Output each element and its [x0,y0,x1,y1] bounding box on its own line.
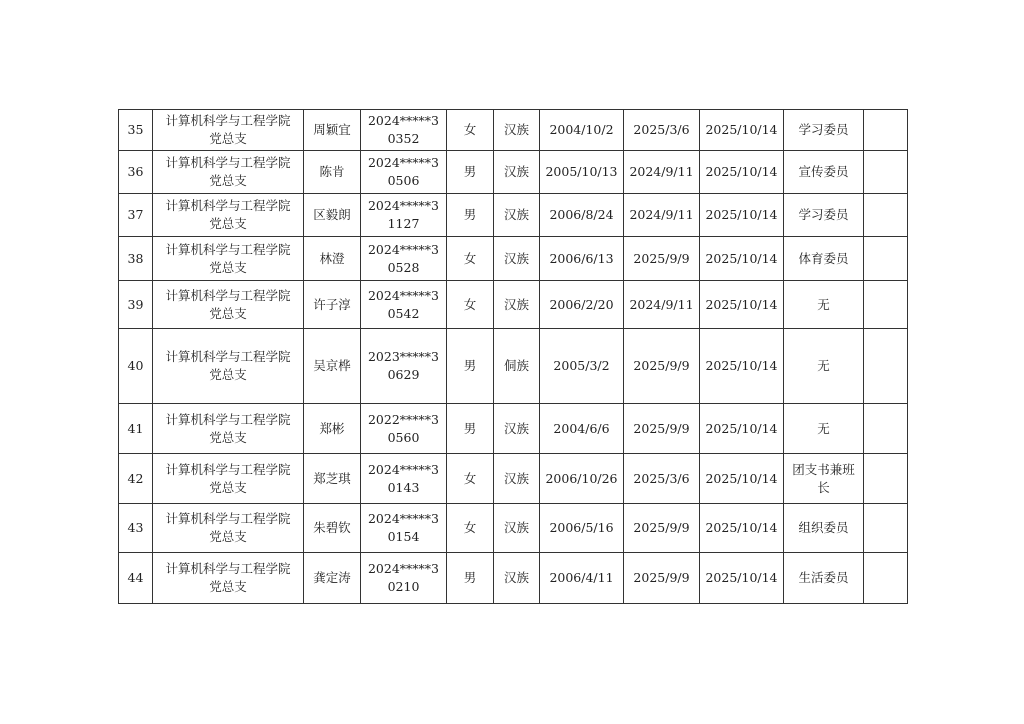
roster-body [119,110,908,604]
student-id [361,504,447,553]
unit-name-line: 计算机科学与工程学院 [165,561,291,576]
birth-date: 2005/10/13 [540,151,624,194]
unit-name [153,110,304,151]
note-cell [864,110,908,151]
table-row [119,553,908,604]
student-id-line: 2024*****3 [367,113,439,128]
class-role [784,237,864,281]
student-id [361,404,447,454]
date-col-1: 2025/9/9 [624,504,700,553]
student-id [361,194,447,237]
student-id-line: 2023*****3 [367,349,439,364]
student-id-line: 2024*****3 [367,241,439,257]
class-role-line: 组织委员 [798,520,849,535]
unit-name [153,281,304,329]
unit-name-line: 计算机科学与工程学院 [165,113,291,128]
student-id [361,553,447,604]
unit-name [153,329,304,404]
row-number: 39 [119,281,153,329]
student-id-line: 0528 [387,259,420,275]
table-row [119,151,908,194]
student-id [361,237,447,281]
member-name: 许子淳 [304,281,361,329]
note-cell [864,281,908,329]
member-name: 朱碧钦 [304,504,361,553]
table-row [119,404,908,454]
gender: 女 [447,237,494,281]
member-name: 郑彬 [304,404,361,454]
class-role-line: 宣传委员 [798,164,849,179]
date-col-2: 2025/10/14 [700,404,784,454]
ethnicity: 汉族 [494,194,540,237]
date-col-1: 2025/9/9 [624,404,700,454]
date-col-2: 2025/10/14 [700,553,784,604]
member-name: 区毅朗 [304,194,361,237]
gender: 男 [447,151,494,194]
note-cell [864,553,908,604]
note-cell [864,237,908,281]
unit-name-line: 党总支 [209,479,247,495]
unit-name-line: 计算机科学与工程学院 [165,411,291,427]
class-role-line: 团支书兼班 [792,461,855,477]
unit-name-line: 计算机科学与工程学院 [165,241,291,257]
student-id [361,281,447,329]
note-cell [864,454,908,504]
student-id [361,110,447,151]
date-col-1: 2024/9/11 [624,281,700,329]
member-name: 吴京桦 [304,329,361,404]
student-id-line: 0506 [387,173,420,188]
date-col-2: 2025/10/14 [700,194,784,237]
class-role-line: 学习委员 [798,122,849,137]
student-id [361,329,447,404]
gender: 女 [447,110,494,151]
date-col-1: 2024/9/11 [624,194,700,237]
unit-name-line: 党总支 [209,216,247,231]
row-number: 37 [119,194,153,237]
class-role-line: 无 [817,296,830,312]
table-row [119,237,908,281]
date-col-1: 2025/9/9 [624,329,700,404]
row-number: 36 [119,151,153,194]
row-number: 40 [119,329,153,404]
gender: 女 [447,454,494,504]
birth-date: 2006/8/24 [540,194,624,237]
student-id-line: 2024*****3 [367,287,439,303]
row-number: 41 [119,404,153,454]
student-id-line: 0143 [387,479,420,495]
date-col-1: 2025/3/6 [624,454,700,504]
unit-name [153,194,304,237]
unit-name-line: 计算机科学与工程学院 [165,511,291,526]
student-id-line: 0352 [387,131,420,146]
gender: 男 [447,194,494,237]
birth-date: 2006/4/11 [540,553,624,604]
date-col-2: 2025/10/14 [700,151,784,194]
roster-table [118,109,908,604]
class-role [784,454,864,504]
class-role-line: 长 [817,479,830,495]
row-number: 35 [119,110,153,151]
ethnicity: 汉族 [494,110,540,151]
student-id [361,151,447,194]
class-role-line: 生活委员 [798,570,849,585]
class-role-line: 学习委员 [798,207,849,222]
class-role-line: 无 [817,358,830,373]
student-id-line: 0560 [387,429,420,445]
ethnicity: 汉族 [494,404,540,454]
student-id-line: 2022*****3 [367,411,439,427]
table-row [119,329,908,404]
ethnicity: 汉族 [494,504,540,553]
birth-date: 2006/2/20 [540,281,624,329]
ethnicity: 汉族 [494,281,540,329]
table-row [119,194,908,237]
unit-name-line: 计算机科学与工程学院 [165,155,291,170]
date-col-2: 2025/10/14 [700,504,784,553]
table-row [119,454,908,504]
date-col-2: 2025/10/14 [700,329,784,404]
row-number: 42 [119,454,153,504]
table-row [119,281,908,329]
member-name: 郑芝琪 [304,454,361,504]
unit-name-line: 计算机科学与工程学院 [165,198,291,213]
student-id-line: 2024*****3 [367,511,439,526]
row-number: 38 [119,237,153,281]
student-id-line: 1127 [387,216,420,231]
ethnicity: 汉族 [494,151,540,194]
class-role [784,553,864,604]
unit-name-line: 党总支 [209,579,247,594]
unit-name-line: 党总支 [209,305,247,321]
ethnicity: 汉族 [494,553,540,604]
member-name: 林澄 [304,237,361,281]
birth-date: 2004/10/2 [540,110,624,151]
student-id-line: 0542 [387,305,420,321]
date-col-2: 2025/10/14 [700,281,784,329]
note-cell [864,404,908,454]
note-cell [864,504,908,553]
note-cell [864,151,908,194]
unit-name [153,404,304,454]
class-role [784,404,864,454]
ethnicity: 汉族 [494,237,540,281]
class-role [784,504,864,553]
unit-name-line: 党总支 [209,529,247,544]
note-cell [864,329,908,404]
birth-date: 2006/10/26 [540,454,624,504]
gender: 男 [447,553,494,604]
unit-name-line: 党总支 [209,173,247,188]
date-col-2: 2025/10/14 [700,237,784,281]
member-name: 陈肯 [304,151,361,194]
class-role [784,194,864,237]
birth-date: 2004/6/6 [540,404,624,454]
unit-name-line: 党总支 [209,429,247,445]
birth-date: 2005/3/2 [540,329,624,404]
row-number: 44 [119,553,153,604]
student-id [361,454,447,504]
class-role [784,329,864,404]
birth-date: 2006/6/13 [540,237,624,281]
student-id-line: 0154 [387,529,420,544]
date-col-2: 2025/10/14 [700,110,784,151]
gender: 男 [447,329,494,404]
unit-name [153,454,304,504]
gender: 女 [447,504,494,553]
student-id-line: 0210 [387,579,420,594]
student-id-line: 2024*****3 [367,155,439,170]
member-name: 周颖宜 [304,110,361,151]
unit-name-line: 计算机科学与工程学院 [165,349,291,364]
table-row [119,110,908,151]
date-col-2: 2025/10/14 [700,454,784,504]
unit-name-line: 计算机科学与工程学院 [165,461,291,477]
student-id-line: 2024*****3 [367,561,439,576]
class-role [784,151,864,194]
unit-name [153,237,304,281]
class-role-line: 体育委员 [798,250,849,266]
date-col-1: 2025/9/9 [624,237,700,281]
student-id-line: 2024*****3 [367,461,439,477]
unit-name [153,553,304,604]
unit-name [153,151,304,194]
student-id-line: 0629 [387,367,420,382]
class-role-line: 无 [817,420,830,436]
date-col-1: 2025/9/9 [624,553,700,604]
note-cell [864,194,908,237]
table-row [119,504,908,553]
date-col-1: 2024/9/11 [624,151,700,194]
birth-date: 2006/5/16 [540,504,624,553]
gender: 女 [447,281,494,329]
ethnicity: 汉族 [494,454,540,504]
unit-name-line: 党总支 [209,131,247,146]
class-role [784,110,864,151]
gender: 男 [447,404,494,454]
row-number: 43 [119,504,153,553]
member-name: 龚定涛 [304,553,361,604]
ethnicity: 侗族 [494,329,540,404]
student-id-line: 2024*****3 [367,198,439,213]
class-role [784,281,864,329]
unit-name [153,504,304,553]
unit-name-line: 党总支 [209,259,247,275]
unit-name-line: 党总支 [209,367,247,382]
unit-name-line: 计算机科学与工程学院 [165,287,291,303]
date-col-1: 2025/3/6 [624,110,700,151]
